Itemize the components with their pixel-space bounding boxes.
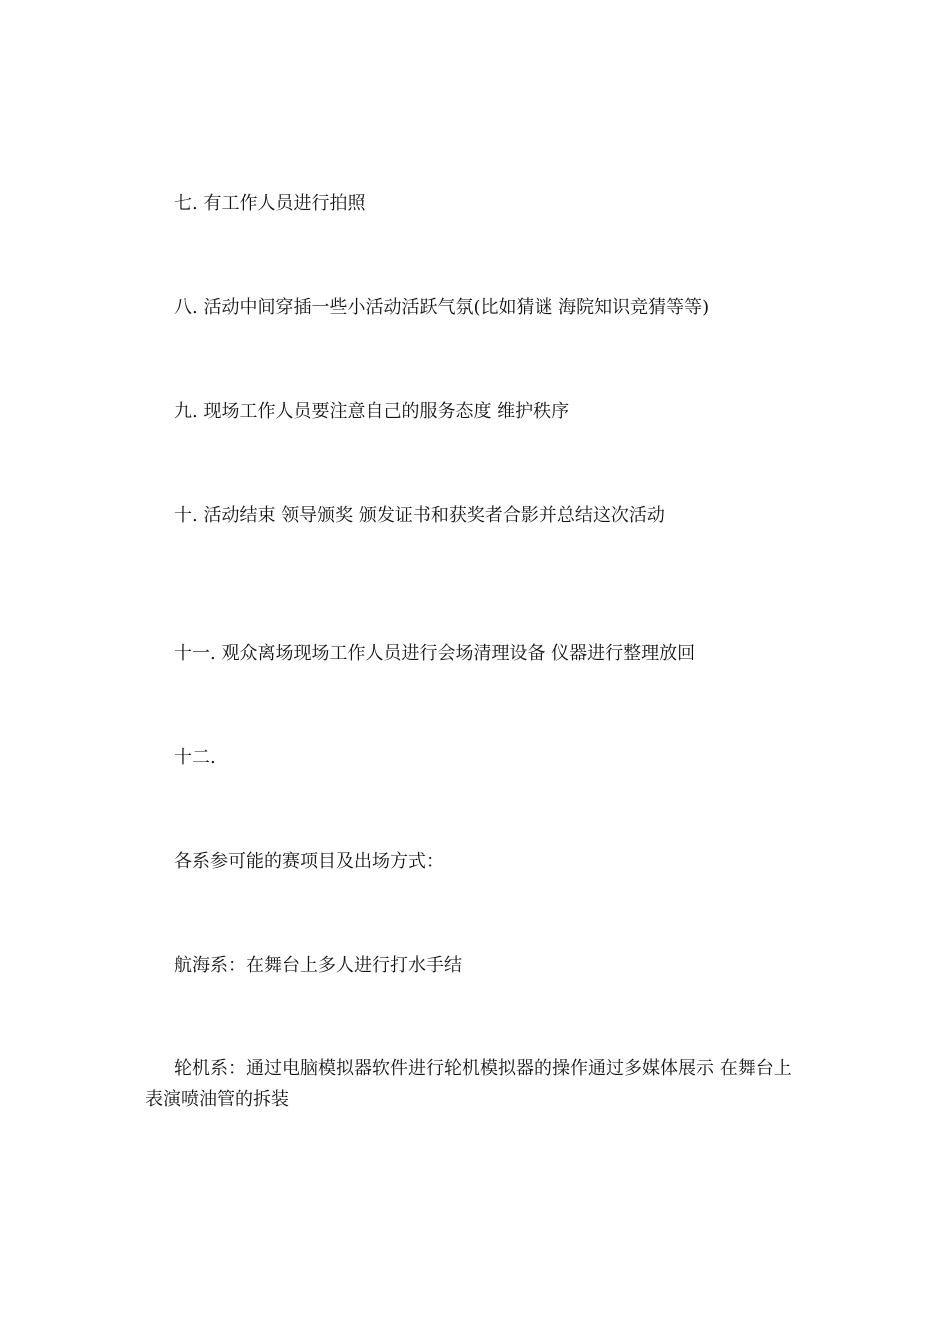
- paragraph-item-10: 十. 活动结束 领导颁奖 颁发证书和获奖者合影并总结这次活动: [174, 505, 665, 526]
- paragraph-item-9: 九. 现场工作人员要注意自己的服务态度 维护秩序: [174, 401, 570, 422]
- paragraph-item-8: 八. 活动中间穿插一些小活动活跃气氛(比如猜谜 海院知识竞猜等等): [174, 297, 710, 318]
- paragraph-item-12: 十二.: [174, 747, 216, 768]
- section-heading: 各系参可能的赛项目及出场方式：: [174, 851, 444, 872]
- paragraph-item-11: 十一. 观众离场现场工作人员进行会场清理设备 仪器进行整理放回: [174, 643, 696, 664]
- department-nautical: 航海系：在舞台上多人进行打水手结: [174, 955, 462, 976]
- department-marine-engineering: 轮机系：通过电脑模拟器软件进行轮机模拟器的操作通过多媒体展示 在舞台上表演喷油管的拆装: [145, 1058, 792, 1110]
- paragraph-item-7: 七. 有工作人员进行拍照: [174, 193, 366, 214]
